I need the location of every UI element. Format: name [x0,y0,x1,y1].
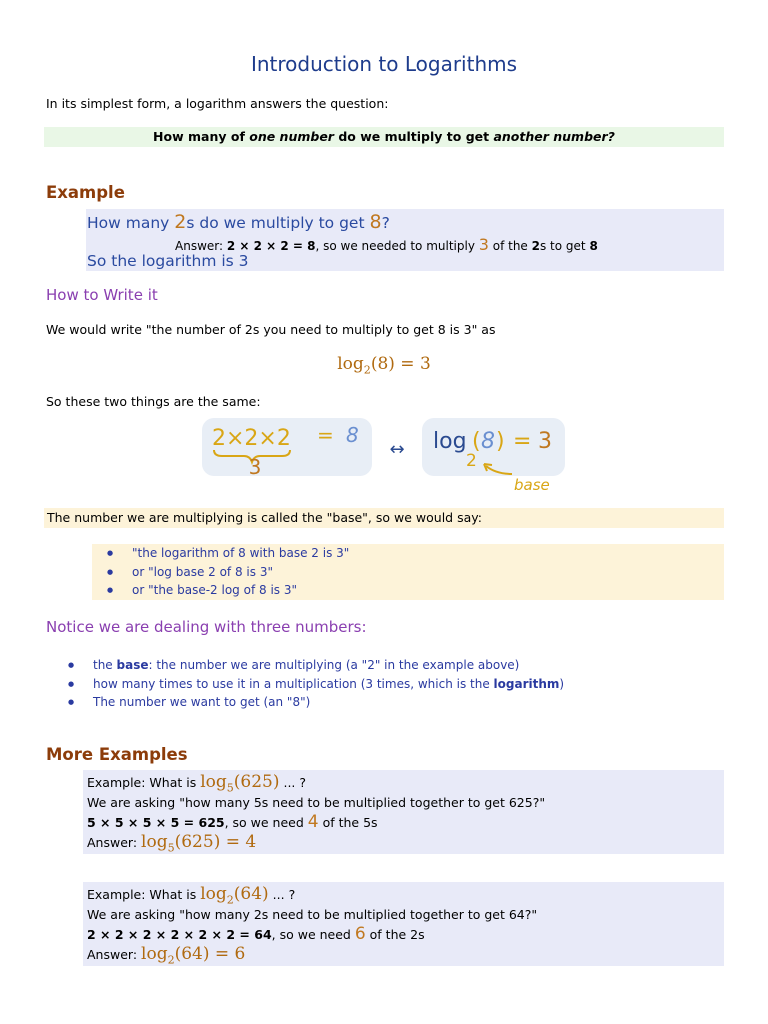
diagram-eight: 8 [346,423,359,447]
example-q-pre: How many [87,214,175,232]
ex2-question [87,884,295,906]
notice-heading: Notice we are dealing with three numbers: [46,618,367,636]
ex1-answer-base: 5 [167,841,175,855]
ex2-asking: We are asking "how many 2s need to be multiplied together to get 64?" [87,907,538,922]
log-eq-log: log [337,354,364,374]
ex2-log: log [200,884,227,904]
ex1-answer-rest: (625) = 4 [174,832,257,852]
example-ans-mid: , so we needed to multiply [315,239,479,253]
diagram-arg: 8 [481,429,495,454]
item-one-post: : the number we are multiplying (a "2" in the example above) [148,658,520,672]
ex1-count: 4 [307,812,319,832]
ex1-log: log [200,772,227,792]
example-ans-expr: 2 × 2 × 2 = 8 [226,239,316,253]
more-examples-heading: More Examples [46,745,188,764]
base-bullet: ● "the logarithm of 8 with base 2 is 3" [92,544,724,563]
ex1-calc [87,812,378,832]
ex2-prefix: Example: What is [87,887,201,902]
ex2-answer-label: Answer: [87,947,142,962]
more-example-box [83,882,724,966]
question-em-two: another number? [493,129,615,144]
diagram-log: log [433,429,467,454]
ex1-answer-fn [141,832,257,855]
intro-text: In its simplest form, a logarithm answers the question: [46,96,389,111]
log-eq-rest: (8) = 3 [370,354,431,374]
ex2-arg: (64) [233,884,269,904]
ex2-calc [87,924,425,944]
ex1-answer [87,832,256,854]
ex2-answer-fn [141,944,246,967]
example-ans-of: of the [488,239,532,253]
item-two-pre: how many times to use it in a multiplication (3 times, which is the [93,676,494,691]
item-two-bold: logarithm [493,676,560,691]
example-ans-eight: 8 [589,239,598,253]
ex2-calc-end: of the 2s [365,927,425,942]
diagram-paren-open: ( [472,429,481,454]
three-numbers-item [68,675,728,694]
example-ans-label: Answer: [175,239,227,253]
ex2-calc-mid: , so we need [271,927,355,942]
item-one-pre: the [93,658,117,672]
example-q-eight: 8 [369,211,382,233]
ex2-count: 6 [354,924,366,944]
question-banner [44,127,724,147]
diagram-equals: = [317,423,334,447]
ex2-calc-expr: 2 × 2 × 2 × 2 × 2 × 2 = 64 [87,927,272,942]
ex1-question [87,772,306,794]
log-eq-base: 2 [363,363,371,377]
diagram-double-arrow: ↔ [389,439,405,460]
example-ans-three: 3 [478,235,489,254]
three-numbers-list [68,656,728,712]
base-bullet-list [92,544,724,600]
diagram-base-label: base [514,476,550,494]
item-one-bold: base [116,658,149,672]
example-heading: Example [46,183,125,202]
diagram-three: 3 [248,455,262,479]
ex1-answer-log: log [141,832,168,852]
ex1-suffix: ... ? [279,775,307,790]
ex1-asking: We are asking "how many 5s need to be multiplied together to get 625?" [87,795,546,810]
ex1-answer-label: Answer: [87,835,142,850]
example-q-two: 2 [174,211,187,233]
ex2-answer-rest: (64) = 6 [174,944,246,964]
ex1-calc-mid: , so we need [224,815,308,830]
ex2-suffix: ... ? [268,887,296,902]
how-to-write-heading: How to Write it [46,286,158,304]
ex2-answer-log: log [141,944,168,964]
diagram-left-expr: 2×2×2 [212,426,291,451]
example-log-line: So the logarithm is 3 [87,252,249,270]
diagram-equals-two: = [513,429,532,454]
ex1-prefix: Example: What is [87,775,201,790]
more-example-box [83,770,724,854]
ex1-arg: (625) [233,772,280,792]
ex1-base: 5 [226,781,234,795]
base-bullet: ● or "log base 2 of 8 is 3" [92,563,724,582]
log-diagram [200,412,570,502]
example-ans-s: s to get [539,239,590,253]
base-explanation: The number we are multiplying is called the "base", so we would say: [44,508,724,528]
example-q-end: ? [381,214,390,232]
base-bullet: ● or "the base-2 log of 8 is 3" [92,581,724,600]
ex1-calc-expr: 5 × 5 × 5 × 5 = 625 [87,815,225,830]
item-two-post: ) [559,676,565,691]
ex2-base: 2 [226,893,234,907]
question-pre: How many of [153,129,250,144]
question-em-one: one number [249,129,334,144]
page-title: Introduction to Logarithms [250,52,518,76]
example-q-mid: s do we multiply to get [186,214,370,232]
log-equation [0,354,768,376]
same-text: So these two things are the same: [46,394,261,409]
question-mid: do we multiply to get [333,129,494,144]
example-question [87,211,390,233]
ex2-log-fn [200,884,269,907]
ex2-answer [87,944,245,966]
diagram-paren-close: ) [496,429,505,454]
three-numbers-item [68,656,728,675]
three-numbers-item: ● The number we want to get (an "8") [68,693,728,712]
ex1-log-fn [200,772,280,795]
example-ans-two: 2 [531,239,540,253]
ex1-calc-end: of the 5s [318,815,378,830]
write-text: We would write "the number of 2s you need to multiply to get 8 is 3" as [46,322,496,337]
ex2-answer-base: 2 [167,953,175,967]
diagram-sub-base: 2 [466,451,477,471]
diagram-result: 3 [538,429,552,454]
